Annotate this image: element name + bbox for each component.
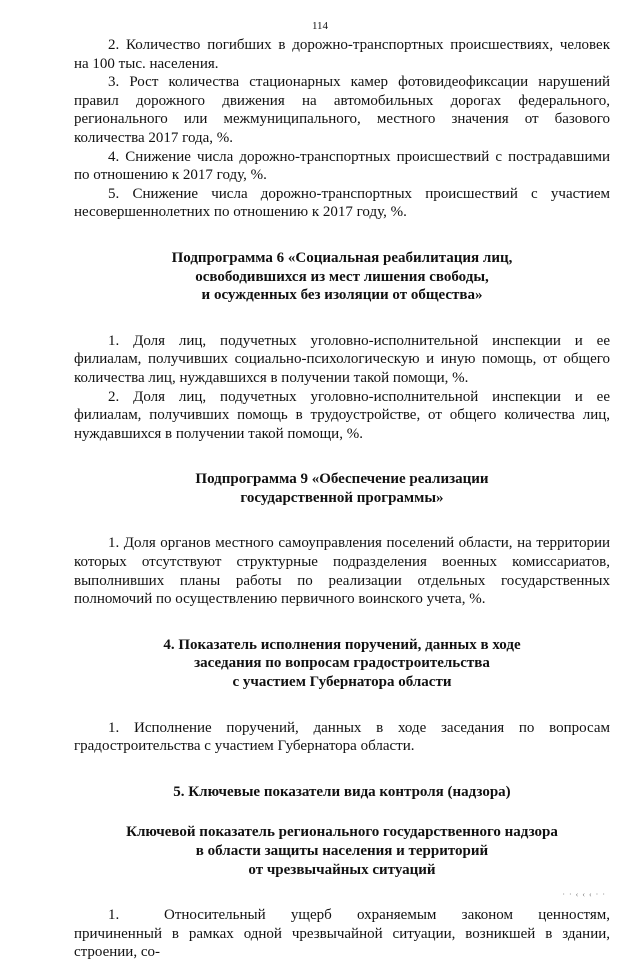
heading-line: 5. Ключевые показатели вида контроля (надзора) [173, 783, 511, 800]
page-number: 114 [311, 20, 329, 32]
subprogram-9-heading [74, 470, 610, 507]
heading-line: с участием Губернатора области [232, 674, 452, 691]
heading-line: Подпрограмма 6 «Социальная реабилитация лиц, [171, 249, 513, 266]
document-body [74, 36, 610, 962]
list-item: 1. Доля органов местного самоуправления поселений области, на территории которых отсутствуют структурные подразделения военных комиссариатов, выполнивших планы работы по реализации отдельных государственных полномочий по осуществлению первичного воинского учета, %. [74, 535, 610, 608]
list-item: 1. Исполнение поручений, данных в ходе заседания по вопросам градостроительства с участием Губернатора области. [74, 719, 610, 755]
section-4-heading [74, 636, 610, 692]
heading-line: освободившихся из мест лишения свободы, [195, 268, 489, 285]
heading-line: и осужденных без изоляции от общества» [201, 287, 483, 304]
scan-mark: · · ‹ ‹ ‹ · · [562, 890, 606, 899]
list-item: 3. Рост количества стационарных камер фотовидеофиксации нарушений правил дорожного движения на автомобильных дорогах федерального, регионального или межмуниципального, местного значения от базового количества 2017 года, %. [74, 74, 610, 146]
subprogram-6-heading [74, 249, 610, 305]
heading-line: от чрезвычайных ситуаций [248, 861, 436, 878]
item-text: Относительный ущерб охраняемым законом ценностям, причиненный в рамках одной чрезвычайной ситуации, возникшей в здании, строении, со- [74, 907, 610, 961]
list-item: 4. Снижение числа дорожно-транспортных происшествий с пострадавшими по отношению к 2017 году, %. [74, 148, 610, 184]
list-item: 2. Доля лиц, подучетных уголовно-исполнительной инспекции и ее филиалам, получивших помощь в трудоустройстве, от общего количества лиц, нуждавшихся в получении такой помощи, %. [74, 388, 610, 442]
item-number: 1. [108, 907, 120, 924]
list-item: 5. Снижение числа дорожно-транспортных происшествий с участием несовершеннолетних по отношению к 2017 году, %. [74, 185, 610, 221]
section-5-heading [74, 783, 610, 802]
list-item: 1. Доля лиц, подучетных уголовно-исполнительной инспекции и ее филиалам, получивших социально-психологическую и иную помощь, от общего количества лиц, нуждавшихся в получении такой помощи, %. [74, 332, 610, 386]
heading-line: государственной программы» [240, 489, 444, 506]
heading-line: Ключевой показатель регионального государственного надзора [126, 824, 558, 841]
heading-line: Подпрограмма 9 «Обеспечение реализации [195, 471, 489, 488]
heading-line: 4. Показатель исполнения поручений, данных в ходе [163, 636, 521, 653]
list-item: 2. Количество погибших в дорожно-транспортных происшествиях, человек на 100 тыс. населения. [74, 37, 610, 72]
heading-line: в области защиты населения и территорий [195, 843, 489, 859]
list-item [74, 906, 610, 962]
key-indicator-heading [74, 823, 610, 879]
heading-line: заседания по вопросам градостроительства [194, 655, 490, 672]
